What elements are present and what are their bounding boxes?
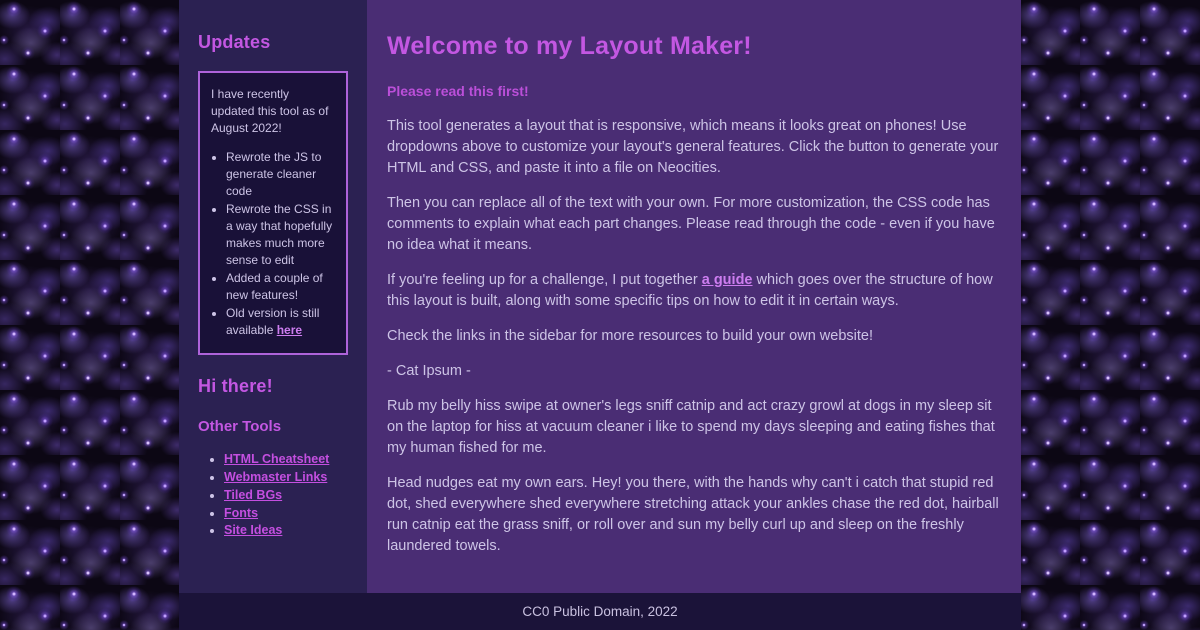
tool-link-item xyxy=(224,487,348,504)
tool-link-item xyxy=(224,522,348,539)
paragraph-cat-ipsum-2: Head nudges eat my own ears. Hey! you there, with the hands why can't i catch that stupid red dot, shed everywhere shed everywhere stretching attack your ankles chase the red dot, hairball run catnip eat the grass sniff, or roll over and sun my belly curl up and sleep on the freshly laundered towels. xyxy=(387,475,999,554)
paragraph-check-links: Check the links in the sidebar for more resources to build your own website! xyxy=(387,328,873,344)
page-title: Welcome to my Layout Maker! xyxy=(387,32,752,60)
page-container xyxy=(179,0,1021,630)
old-version-text: Old version is still available xyxy=(226,306,320,338)
tool-link-item xyxy=(224,469,348,486)
hi-there-heading: Hi there! xyxy=(198,376,273,397)
updates-list xyxy=(211,149,335,339)
link-fonts[interactable]: Fonts xyxy=(224,505,259,520)
content-columns xyxy=(179,0,1021,593)
other-tools-heading: Other Tools xyxy=(198,418,282,436)
updates-list-item: • Rewrote the CSS in a way that hopefully makes much more sense to edit xyxy=(226,201,335,269)
guide-text-after: which goes over the structure of how this layout is built, along with some specific tips on how to edit it in certain ways. xyxy=(387,272,993,309)
paragraph-tool-intro: This tool generates a layout that is responsive, which means it looks great on phones! Use dropdowns above to customize your layout's general features. Click the button to generate your HTML and CSS, and paste it into a file on Neocities. xyxy=(387,118,999,176)
updates-box xyxy=(198,71,348,355)
sidebar xyxy=(179,0,367,593)
main-content xyxy=(367,0,1021,593)
other-tools-list xyxy=(198,451,348,539)
updates-heading: Updates xyxy=(198,32,271,52)
read-first-subtitle: Please read this first! xyxy=(387,83,529,99)
link-site-ideas[interactable]: Site Ideas xyxy=(224,523,283,538)
footer-license-text: CC0 Public Domain, 2022 xyxy=(522,604,678,619)
old-version-here-link[interactable]: here xyxy=(276,323,303,338)
link-webmaster-links[interactable]: Webmaster Links xyxy=(224,470,328,485)
paragraph-replace-text: Then you can replace all of the text with your own. For more customization, the CSS code has comments to explain what each part changes. Please read through the code - even if you have no idea what it means. xyxy=(387,195,995,253)
paragraph-cat-ipsum-label: - Cat Ipsum - xyxy=(387,363,471,379)
tool-link-item xyxy=(224,451,348,468)
paragraph-cat-ipsum-1: Rub my belly hiss swipe at owner's legs sniff catnip and act crazy growl at dogs in my sleep sit on the laptop for hiss at vacuum cleaner i like to spend my days sleeping and eating fishes that my human fished for me. xyxy=(387,398,995,456)
updates-list-item: • Added a couple of new features! xyxy=(226,270,335,304)
link-html-cheatsheet[interactable]: HTML Cheatsheet xyxy=(224,452,330,467)
guide-text-before: If you're feeling up for a challenge, I put together xyxy=(387,272,702,288)
a-guide-link[interactable]: a guide xyxy=(701,272,753,288)
updates-list-item: • Rewrote the JS to generate cleaner code xyxy=(226,149,335,200)
updates-intro: I have recently updated this tool as of August 2022! xyxy=(211,87,329,136)
footer xyxy=(179,593,1021,630)
tool-link-item xyxy=(224,505,348,522)
updates-list-item xyxy=(226,305,335,339)
paragraph-guide xyxy=(387,270,1001,312)
link-tiled-bgs[interactable]: Tiled BGs xyxy=(224,487,283,502)
